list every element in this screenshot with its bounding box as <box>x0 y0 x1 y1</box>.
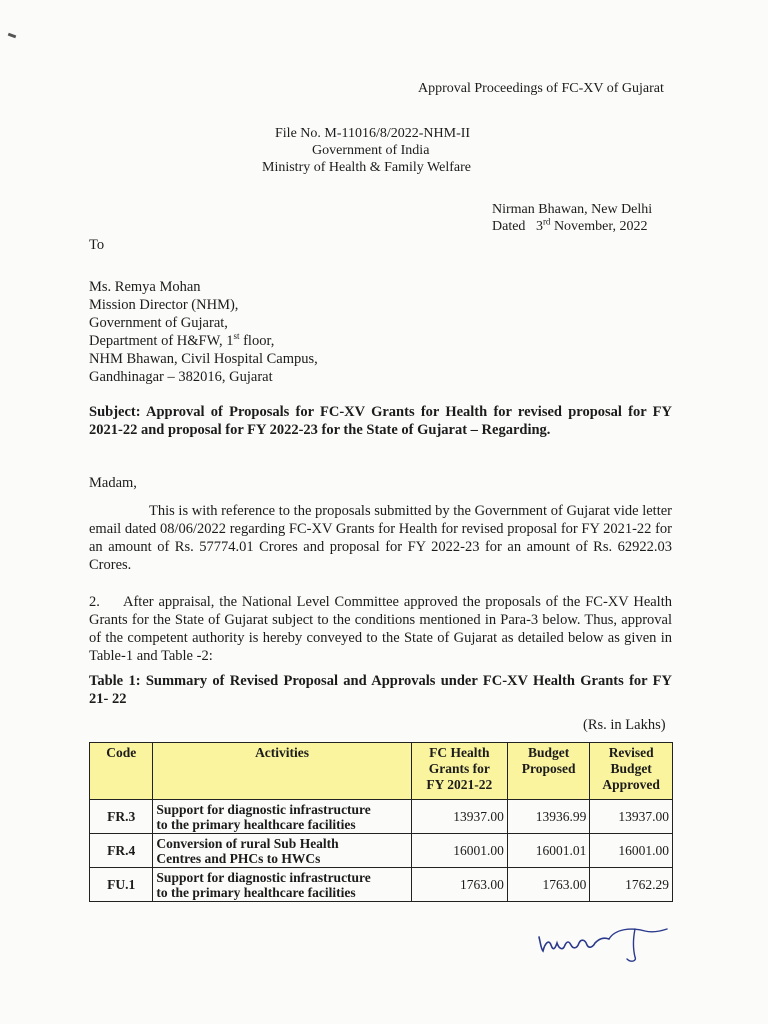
cell-code: FR.3 <box>90 800 153 834</box>
paragraph-1 <box>89 502 672 574</box>
cell-activity <box>153 868 411 902</box>
addressee-block <box>89 278 318 386</box>
table-header-row <box>90 743 673 800</box>
cell-budget-proposed: 16001.01 <box>507 834 590 868</box>
header-fc-line2: Grants for <box>428 761 490 776</box>
grants-table <box>89 742 673 902</box>
header-fc-grants <box>411 743 507 800</box>
cell-budget-proposed: 1763.00 <box>507 868 590 902</box>
dept-floor: floor, <box>243 333 275 349</box>
header-rev-line3: Approved <box>602 777 660 792</box>
addressee-government: Government of Gujarat, <box>89 315 228 331</box>
header-top-right: Approval Proceedings of FC-XV of Gujarat <box>418 81 664 96</box>
addressee-city: Gandhinagar – 382016, Gujarat <box>89 369 273 385</box>
date-day: 3 <box>535 219 543 234</box>
header-code: Code <box>90 743 153 800</box>
cell-revised-budget: 13937.00 <box>590 800 673 834</box>
date-suffix: rd <box>542 216 551 227</box>
date-line <box>492 216 648 235</box>
header-revised-budget <box>590 743 673 800</box>
scan-artifact <box>8 33 17 39</box>
units-label: (Rs. in Lakhs) <box>583 717 666 733</box>
cell-code: FR.4 <box>90 834 153 868</box>
paragraph-1-text: This is with reference to the proposals submitted by the Government of Gujarat vide letter email dated 08/06/2022 regarding FC-XV Grants for Health for revised proposal for FY 2021-22 for an amount of Rs. 57774.01 Crores and proposal for FY 2022-23 for an amount of Rs. 62922.03 Crores. <box>89 503 672 573</box>
cell-fc-grants: 1763.00 <box>411 868 507 902</box>
header-rev-line1: Revised <box>608 745 654 760</box>
dept-sup: st <box>233 331 240 342</box>
cell-revised-budget: 1762.29 <box>590 868 673 902</box>
cell-fc-grants: 13937.00 <box>411 800 507 834</box>
cell-activity <box>153 834 411 868</box>
addressee-bhawan: NHM Bhawan, Civil Hospital Campus, <box>89 351 318 367</box>
paragraph-2 <box>89 593 672 665</box>
paragraph-2-number: 2. <box>89 594 100 610</box>
subject-line: Subject: Approval of Proposals for FC-XV Grants for Health for revised proposal for FY 2021-22 and proposal for FY 2022-23 for the State of Gujarat – Regarding. <box>89 404 672 438</box>
addressee-department <box>89 332 318 350</box>
cell-activity-line1: Support for diagnostic infrastructure <box>156 869 371 885</box>
header-rev-line2: Budget <box>610 761 652 776</box>
place: Nirman Bhawan, New Delhi <box>492 202 653 217</box>
org-government: Government of India <box>312 143 430 158</box>
cell-activity-line2: to the primary healthcare facilities <box>156 816 356 832</box>
header-fc-line1: FC Health <box>429 745 490 760</box>
cell-activity-line1: Conversion of rural Sub Health <box>156 835 339 851</box>
table-row <box>90 834 673 868</box>
header-bud-line2: Proposed <box>521 761 576 776</box>
cell-activity-line2: Centres and PHCs to HWCs <box>156 850 321 866</box>
file-number: File No. M-11016/8/2022-NHM-II <box>275 126 471 141</box>
signature <box>535 915 675 965</box>
header-activities: Activities <box>153 743 411 800</box>
cell-activity-line2: to the primary healthcare facilities <box>156 884 356 900</box>
cell-revised-budget: 16001.00 <box>590 834 673 868</box>
cell-budget-proposed: 13936.99 <box>507 800 590 834</box>
paragraph-2-text: After appraisal, the National Level Committee approved the proposals of the FC-XV Health Grants for the State of Gujarat subject to the conditions mentioned in Para-3 below. Thus, approval of the competent authority is hereby conveyed to the State of Gujarat as detailed below as given in Table-1 and Table -2: <box>89 594 672 664</box>
cell-activity <box>153 800 411 834</box>
dept-text: Department of H&FW, 1 <box>89 333 234 349</box>
header-budget-proposed <box>507 743 590 800</box>
table-row <box>90 868 673 902</box>
cell-code: FU.1 <box>90 868 153 902</box>
salutation: Madam, <box>89 475 137 491</box>
header-fc-line3: FY 2021-22 <box>426 777 493 792</box>
header-bud-line1: Budget <box>527 745 570 760</box>
cell-activity-line1: Support for diagnostic infrastructure <box>156 801 371 817</box>
date-rest: November, 2022 <box>553 219 648 234</box>
table-row <box>90 800 673 834</box>
org-ministry: Ministry of Health & Family Welfare <box>262 160 471 175</box>
to-label: To <box>89 237 105 253</box>
table-title: Table 1: Summary of Revised Proposal and Approvals under FC-XV Health Grants for FY 21- 22 <box>89 673 672 707</box>
addressee-name: Ms. Remya Mohan <box>89 279 201 295</box>
dated-label: Dated <box>492 219 526 234</box>
cell-fc-grants: 16001.00 <box>411 834 507 868</box>
addressee-designation: Mission Director (NHM), <box>89 297 239 313</box>
